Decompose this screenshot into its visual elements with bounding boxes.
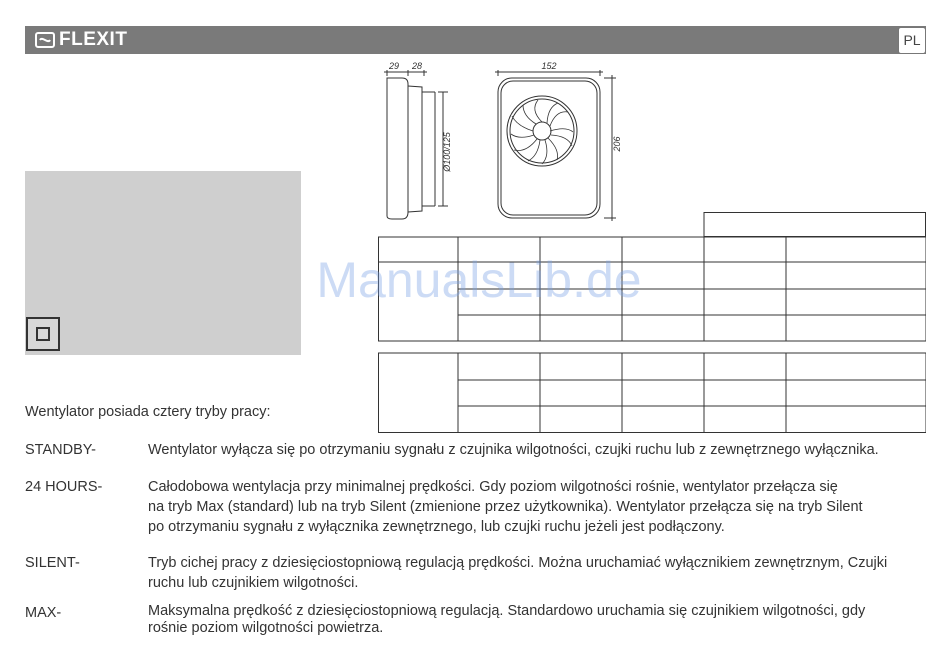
front-height-label: 206 bbox=[612, 136, 622, 152]
description-line: ruchu lub czujnikiem wilgotności. bbox=[148, 575, 359, 591]
mode-description bbox=[148, 553, 930, 593]
side-dim-1: 29 bbox=[388, 61, 400, 71]
brand-name: FLEXIT bbox=[59, 29, 128, 50]
product-photo-placeholder bbox=[25, 171, 301, 355]
description-line: po otrzymaniu sygnału z wyłącznika zewnętrznego, lub czujki ruchu jeżeli jest podłączony. bbox=[148, 519, 725, 535]
front-width-label: 152 bbox=[541, 61, 557, 71]
description-line: Tryb cichej pracy z dziesięciostopniową regulacją prędkości. Można uruchamiać wyłącznikiem zewnętrznym, Czujki bbox=[148, 555, 888, 571]
description-line: Całodobowa wentylacja przy minimalnej prędkości. Gdy poziom wilgotności rośnie, wentylator przełącza się bbox=[148, 479, 838, 495]
side-dim-2: 28 bbox=[411, 61, 423, 71]
language-badge: PL bbox=[898, 27, 926, 54]
mode-description bbox=[148, 477, 930, 537]
brand-logo bbox=[35, 29, 127, 51]
watermark: ManualsLib.de bbox=[316, 252, 642, 308]
spec-table-grid bbox=[378, 212, 926, 433]
description-line: na tryb Max (standard) lub na tryb Silent (zmienione przez użytkownika). Wentylator przełącza się na tryb Silent bbox=[148, 499, 863, 515]
mode-label: MAX- bbox=[25, 605, 62, 621]
description-line: rośnie poziom wilgotności powietrza. bbox=[148, 620, 384, 636]
front-view bbox=[495, 70, 616, 221]
flexit-logo-icon bbox=[35, 31, 55, 49]
side-view bbox=[384, 70, 448, 219]
description-line: Wentylator wyłącza się po otrzymaniu sygnału z czujnika wilgotności, czujki ruchu lub z zewnętrznego wyłącznika. bbox=[148, 442, 879, 458]
frame-icon bbox=[26, 317, 60, 351]
diameter-label: Ø100/125 bbox=[442, 132, 452, 172]
description-line: Maksymalna prędkość z dziesięciostopniową regulacją. Standardowo uruchamia się czujnikiem wilgotności, gdy bbox=[148, 603, 866, 619]
mode-description bbox=[148, 603, 930, 637]
mode-description bbox=[148, 440, 930, 460]
mode-label: SILENT- bbox=[25, 555, 80, 571]
header-bar bbox=[25, 26, 926, 54]
dimension-drawing bbox=[380, 60, 630, 228]
mode-label: STANDBY- bbox=[25, 442, 96, 458]
mode-label: 24 HOURS- bbox=[25, 479, 103, 495]
intro-text: Wentylator posiada cztery tryby pracy: bbox=[25, 404, 271, 420]
